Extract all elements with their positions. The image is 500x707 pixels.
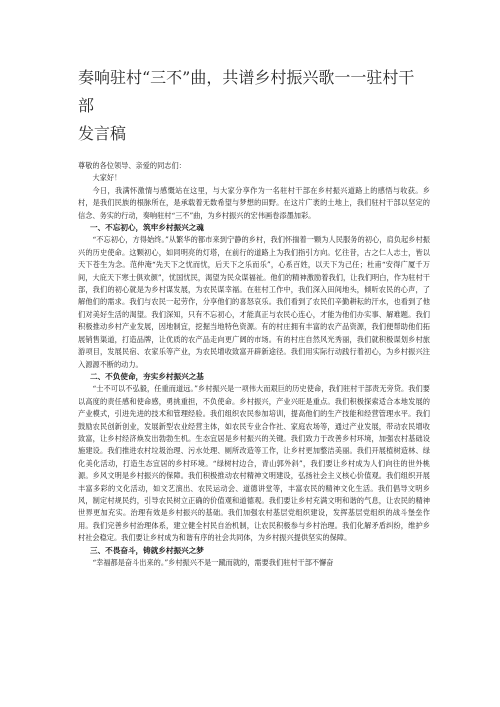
greeting: 大家好！ bbox=[92, 173, 122, 183]
section-heading-3: 三、不畏奋斗，铸就乡村振兴之梦 bbox=[90, 545, 204, 555]
document-title bbox=[78, 64, 430, 148]
section-2-paragraph: “士不可以不弘毅，任重而道远。”乡村振兴是一项伟大而艰巨的历史使命，我们驻村干部责无旁贷。我们要以高度的责任感和使命感，勇挑重担，不负使命。乡村振兴，产业兴旺是重点。我们积极探索适合本地发展的产业模式，引进先进的技术和管理经验。我们组织农民参加培训，提高他们的生产技能和经营管理水平。我们鼓励农民创新创业，发展新型农业经营主体，如农民专业合作社、家庭农场等，通过产业发展，带动农民增收致富，让乡村经济焕发出勃勃生机。生态宜居是乡村振兴的关键。我们致力于改善乡村环境，加强农村基础设施建设。我们推进农村垃圾治理、污水处理、厕所改造等工作，让乡村更加整洁美丽。我们开展植树造林、绿化美化活动，打造生态宜居的乡村环境。“绿树村边合，青山郭外斜”，我们要让乡村成为人们向往的世外桃源。乡风文明是乡村振兴的保障。我们积极推动农村精神文明建设，弘扬社会主义核心价值观。我们组织开展丰富多彩的文化活动，如文艺演出、农民运动会、道德讲堂等，丰富农民的精神文化生活。我们倡导文明乡风，制定村规民约，引导农民树立正确的价值观和道德观。我们要让乡村充满文明和谐的气息，让农民的精神世界更加充实。治理有效是乡村振兴的基础。我们加强农村基层党组织建设，发挥基层党组织的战斗堡垒作用。我们完善乡村治理体系，建立健全村民自治机制，让农民积极参与乡村治理。我们化解矛盾纠纷，维护乡村社会稳定。我们要让乡村成为和谐有序的社会共同体，为乡村振兴提供坚实的保障。 bbox=[78, 384, 430, 543]
section-heading-2: 二、不负使命，夯实乡村振兴之基 bbox=[90, 371, 204, 381]
title-line-2: 发言稿 bbox=[78, 124, 127, 143]
document-body bbox=[78, 160, 430, 569]
salutation: 尊敬的各位领导、亲爱的同志们： bbox=[78, 161, 186, 170]
intro-paragraph: 今日，我满怀激情与感慨站在这里，与大家分享作为一名驻村干部在乡村振兴道路上的感悟与收获。乡村，是我们民族的根脉所在，是承载着无数希望与梦想的田野。在这片广袤的土地上，我们驻村干部以坚定的信念、务实的行动，奏响驻村“三不”曲，为乡村振兴的宏伟画卷添墨加彩。 bbox=[78, 185, 430, 220]
section-3-paragraph: “幸福都是奋斗出来的。”乡村振兴不是一蹴而就的，需要我们驻村干部不懈奋 bbox=[92, 558, 334, 567]
section-heading-1: 一、不忘初心，筑牢乡村振兴之魂 bbox=[90, 223, 204, 233]
title-line-1: 奏响驻村“三不”曲，共谱乡村振兴歌一一驻村干部 bbox=[78, 68, 415, 115]
section-1-paragraph: “不忘初心，方得始终。”从繁华的都市来到宁静的乡村，我们怀揣着一颗为人民服务的初心，肩负起乡村振兴的历史使命。这颗初心，如同明亮的灯塔，在前行的道路上为我们指引方向。忆往昔，古之仁人志士，皆以天下苍生为念。范仲淹“先天下之忧而忧，后天下之乐而乐”，心系百姓，以天下为己任；杜甫“安得广厦千万间，大庇天下寒士俱欢颜”，忧国忧民，渴望为民众谋福祉。他们的精神激励着我们，让我们明白，作为驻村干部，我们的初心就是为乡村谋发展，为农民谋幸福。在驻村工作中，我们深入田间地头，倾听农民的心声，了解他们的需求。我们与农民一起劳作，分享他们的喜怒哀乐。我们看到了农民们辛勤耕耘的汗水，也看到了他们对美好生活的渴望。我们深知，只有不忘初心，才能真正与农民心连心，才能为他们办实事、解难题。我们积极推动乡村产业发展，因地制宜，挖掘当地特色资源。有的村庄拥有丰富的农产品资源，我们便帮助他们拓展销售渠道，打造品牌，让优质的农产品走向更广阔的市场。有的村庄自然风光秀丽，我们就积极谋划乡村旅游项目，发展民宿、农家乐等产业，为农民增收致富开辟新途径。我们用实际行动践行着初心，为乡村振兴注入源源不断的动力。 bbox=[78, 235, 430, 369]
